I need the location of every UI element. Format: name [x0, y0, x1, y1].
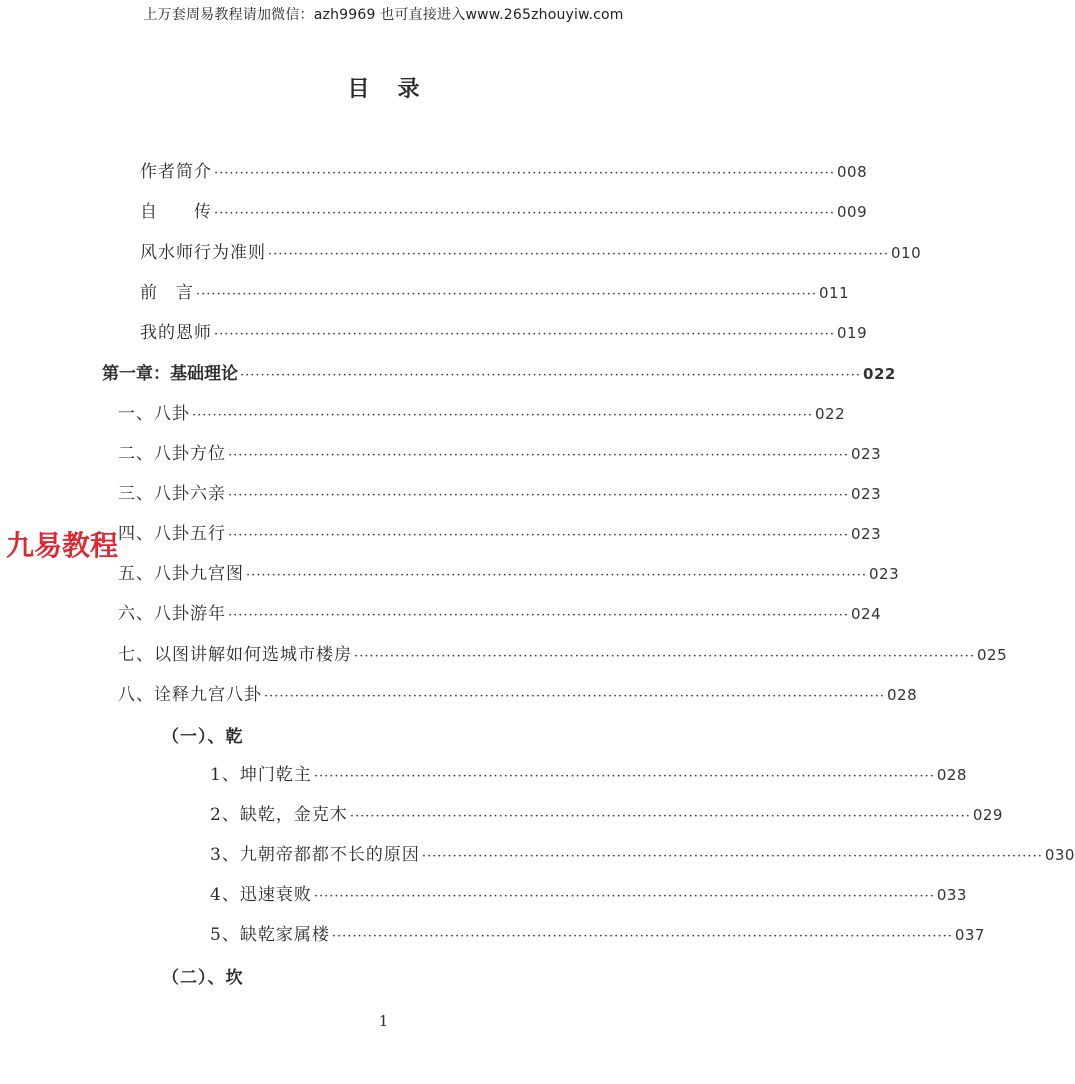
toc-entry[interactable]	[118, 482, 882, 506]
toc-entry[interactable]	[140, 200, 868, 224]
leader-dots: ·························································································································	[246, 568, 868, 583]
leader-dots: ·························································································································	[228, 528, 850, 543]
toc-entry-label: 六、八卦游年	[118, 604, 226, 624]
toc-entry[interactable]	[118, 522, 882, 546]
toc-entry-page: 023	[851, 445, 882, 463]
toc-entry-page: 025	[977, 646, 1008, 664]
toc-entry[interactable]	[118, 442, 882, 466]
toc-entry-page: 023	[851, 485, 882, 503]
leader-dots: ·························································································································	[354, 649, 976, 664]
toc-entry[interactable]	[210, 883, 967, 907]
header-notice: 上万套周易教程请加微信：azh9969 也可直接进入www.265zhouyiw.com	[143, 7, 624, 23]
toc-entry[interactable]	[140, 160, 868, 184]
toc-entry-page: 024	[851, 605, 882, 623]
leader-dots: ·························································································································	[214, 327, 836, 342]
toc-entry-page: 019	[837, 324, 868, 342]
toc-entry-label: 我的恩师	[140, 323, 212, 343]
toc-entry-label: 1、坤门乾主	[210, 765, 312, 785]
toc-entry[interactable]	[140, 241, 922, 265]
toc-entry[interactable]	[118, 643, 1008, 667]
toc-entry-label: 三、八卦六亲	[118, 484, 226, 504]
toc-entry[interactable]	[118, 683, 918, 707]
leader-dots: ·························································································································	[240, 368, 862, 383]
leader-dots: ·························································································································	[228, 448, 850, 463]
leader-dots: ·························································································································	[196, 287, 818, 302]
leader-dots: ·························································································································	[228, 608, 850, 623]
page-title: 目录	[347, 77, 448, 102]
toc-entry[interactable]	[118, 562, 900, 586]
toc-entry-page: 030	[1044, 846, 1075, 864]
leader-dots: ·························································································································	[228, 488, 850, 503]
toc-entry[interactable]	[210, 923, 985, 947]
toc-entry-page: 028	[936, 766, 967, 784]
toc-entry[interactable]	[140, 321, 868, 345]
toc-entry-label: 2、缺乾，金克木	[210, 805, 348, 825]
toc-chapter-entry[interactable]	[102, 362, 896, 386]
toc-entry-label: 5、缺乾家属楼	[210, 925, 330, 945]
toc-entry-label: 前 言	[140, 283, 194, 303]
toc-entry-page: 023	[869, 565, 900, 583]
toc-entry-label: 四、八卦五行	[118, 524, 226, 544]
toc-entry-label: 3、九朝帝都都不长的原因	[210, 845, 420, 865]
toc-entry-page: 008	[837, 163, 868, 181]
toc-entry[interactable]	[118, 602, 882, 626]
toc-entry-page: 022	[815, 405, 846, 423]
leader-dots: ·························································································································	[331, 929, 953, 944]
leader-dots: ·························································································································	[349, 809, 971, 824]
leader-dots: ·························································································································	[214, 166, 836, 181]
toc-entry-page: 011	[819, 284, 850, 302]
toc-entry-label: 自 传	[140, 202, 212, 222]
toc-entry-page: 023	[851, 525, 882, 543]
toc-entry-page: 028	[887, 686, 918, 704]
toc-entry[interactable]	[210, 843, 1075, 867]
toc-entry-label: 五、八卦九宫图	[118, 564, 244, 584]
toc-entry[interactable]	[210, 803, 1003, 827]
toc-entry-page: 009	[837, 203, 868, 221]
toc-entry-label: 第一章：基础理论	[102, 364, 238, 384]
leader-dots: ·························································································································	[313, 889, 935, 904]
leader-dots: ·························································································································	[192, 408, 814, 423]
toc-entry-label: 作者简介	[140, 162, 212, 182]
toc-entry-label: 风水师行为准则	[140, 243, 266, 263]
toc-entry-label: 4、迅速衰败	[210, 885, 312, 905]
toc-entry-page: 010	[891, 244, 922, 262]
toc-entry-page: 029	[972, 806, 1003, 824]
leader-dots: ·························································································································	[421, 849, 1043, 864]
leader-dots: ·························································································································	[313, 769, 935, 784]
leader-dots: ·························································································································	[264, 689, 886, 704]
toc-subheading: （二）、坎	[162, 968, 244, 988]
toc-entry-page: 022	[863, 365, 896, 383]
toc-entry[interactable]	[210, 763, 967, 787]
leader-dots: ·························································································································	[268, 247, 890, 262]
toc-entry[interactable]	[118, 402, 846, 426]
toc-subheading: （一）、乾	[162, 727, 244, 747]
toc-entry[interactable]	[140, 281, 850, 305]
toc-entry-label: 二、八卦方位	[118, 444, 226, 464]
page-number: 1	[378, 1012, 389, 1030]
toc-entry-label: 一、八卦	[118, 404, 190, 424]
leader-dots: ·························································································································	[214, 206, 836, 221]
watermark-logo: 九易教程	[6, 524, 118, 564]
toc-entry-page: 033	[936, 886, 967, 904]
toc-entry-page: 037	[954, 926, 985, 944]
toc-entry-label: 八、诠释九宫八卦	[118, 685, 262, 705]
toc-entry-label: 七、以图讲解如何选城市楼房	[118, 645, 352, 665]
